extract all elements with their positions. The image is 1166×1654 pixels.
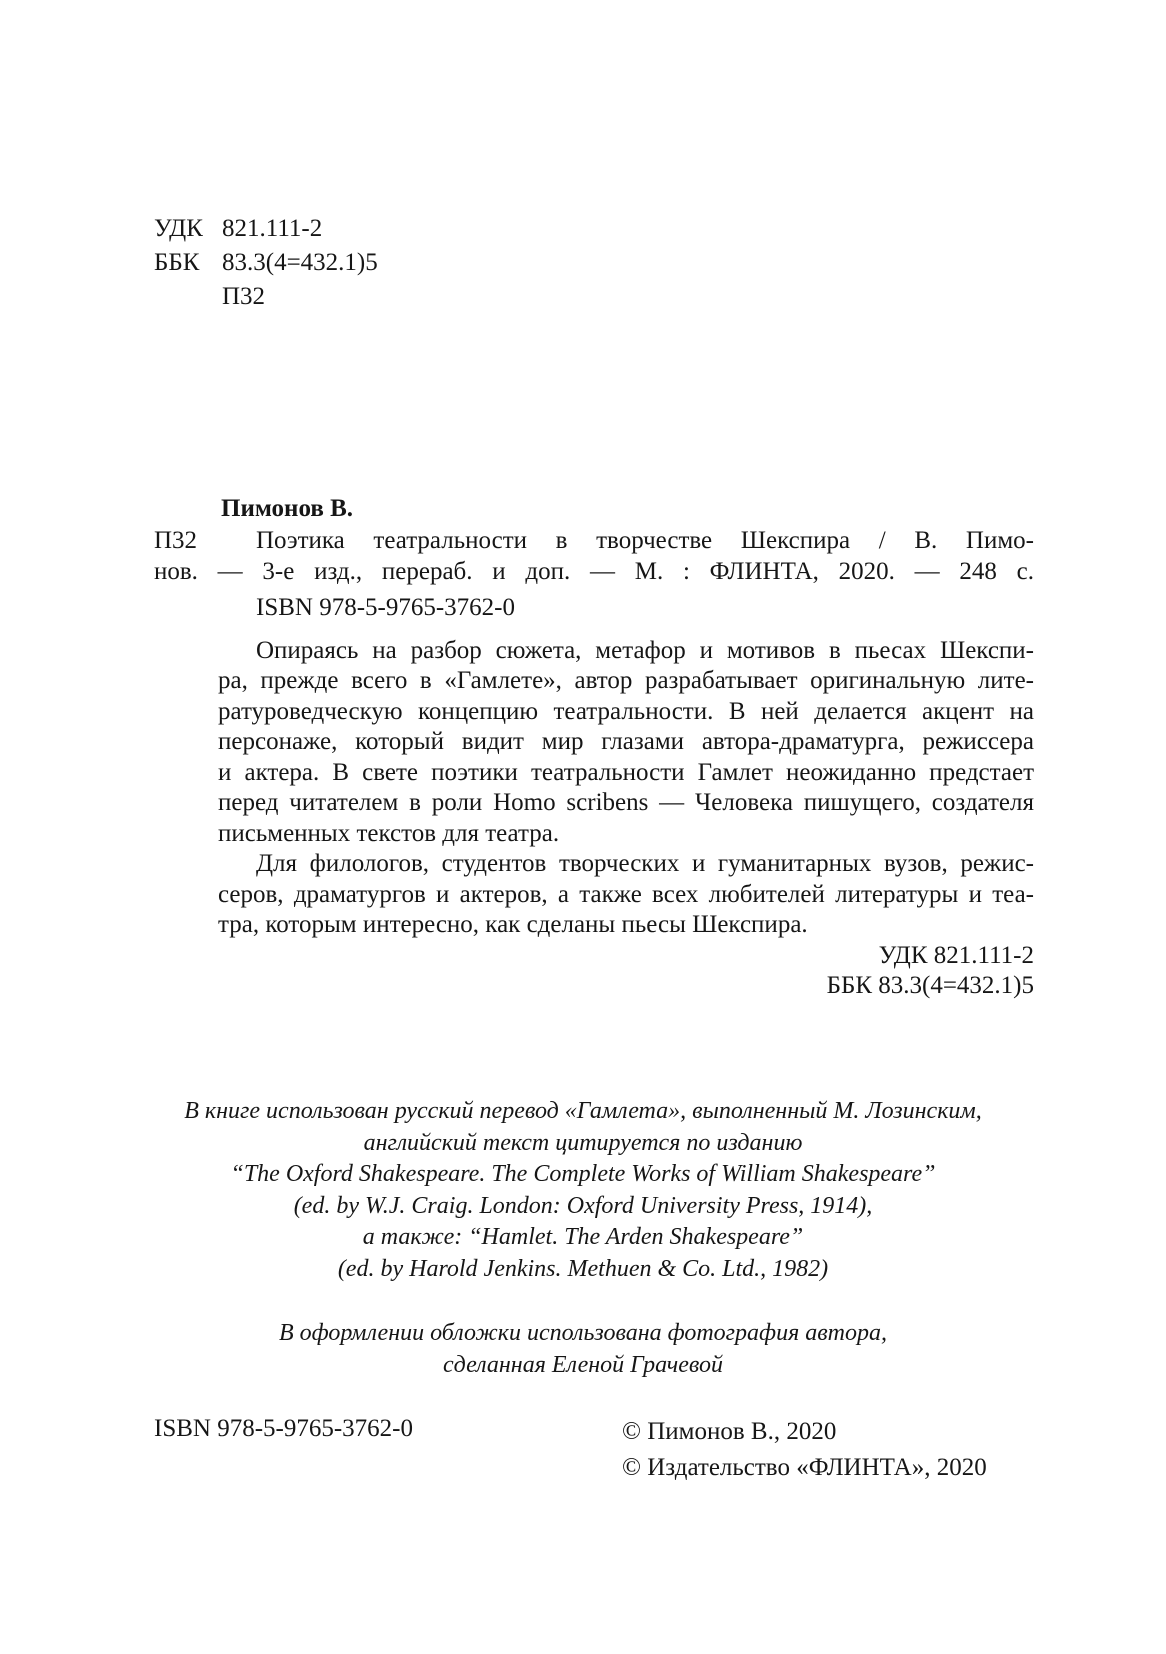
cover-credit (120, 1318, 1046, 1381)
credits-line: английский текст цитируется по изданию (363, 1129, 803, 1156)
credits-line: а также: “Hamlet. The Arden Shakespeare” (362, 1224, 804, 1250)
annotation-line: Опираясь на разбор сюжета, метафор и мотивов в пьесах Шекспи- (256, 636, 1034, 664)
annotation-line: персонаже, который видит мир глазами автора-драматурга, режиссера (218, 728, 1034, 755)
bbk-value: 83.3(4=432.1)5 (222, 249, 378, 276)
udk-right: УДК 821.111-2 (878, 941, 1034, 969)
bbk-right: ББК 83.3(4=432.1)5 (826, 972, 1034, 999)
audience-line: Для филологов, студентов творческих и гуманитарных вузов, режис- (256, 850, 1034, 877)
translation-credits (120, 1096, 1046, 1285)
copyright-author: © Пимонов В., 2020 (622, 1418, 837, 1445)
annotation-line: и актера. В свете поэтики театральности Гамлет неожиданно предстает (218, 758, 1034, 786)
annotation-line: ратуроведческую концепцию театральности. В ней делается акцент на (218, 697, 1034, 725)
udk-value: 821.111-2 (222, 215, 323, 242)
cover-credit-line: В оформлении обложки использована фотография автора, (278, 1320, 887, 1346)
credits-line: В книге использован русский перевод «Гамлета», выполненный М. Лозинским, (184, 1098, 982, 1124)
annotation-line: письменных текстов для театра. (218, 819, 560, 847)
entry-title-line-2: нов. — 3-е изд., перераб. и доп. — М. : ФЛИНТА, 2020. — 248 с. (154, 557, 1034, 585)
bbk-row (154, 246, 474, 280)
bbk-label: ББК (154, 249, 200, 276)
annotation-line: перед читателем в роли Homo scribens — Человека пишущего, создателя (218, 789, 1034, 816)
author-mark: П32 (222, 283, 266, 310)
author-mark-row (154, 280, 474, 314)
entry-title-line-1 (154, 526, 1034, 557)
udk-label: УДК (154, 215, 203, 242)
credits-line: (ed. by Harold Jenkins. Methuen & Co. Ltd., 1982) (337, 1255, 829, 1282)
entry-title-text-1: Поэтика театральности в творчестве Шекспира / В. Пимо- (256, 527, 1034, 554)
cover-credit-line: сделанная Еленой Грачевой (442, 1351, 724, 1378)
credits-line: (ed. by W.J. Craig. London: Oxford University Press, 1914), (293, 1192, 873, 1219)
entry-isbn: ISBN 978-5-9765-3762-0 (256, 594, 516, 621)
classification-codes (154, 212, 474, 314)
bottom-isbn: ISBN 978-5-9765-3762-0 (154, 1415, 414, 1442)
entry-code: П32 (154, 527, 198, 554)
annotation (154, 636, 1034, 1002)
bibliographic-entry (154, 492, 1034, 1002)
annotation-line: ра, прежде всего в «Гамлете», автор разрабатывает оригинальную лите- (218, 667, 1034, 694)
copyright (622, 1414, 987, 1486)
copyright-publisher: © Издательство «ФЛИНТА», 2020 (622, 1454, 987, 1481)
credits-line: “The Oxford Shakespeare. The Complete Works of William Shakespeare” (230, 1161, 936, 1187)
udk-row (154, 212, 474, 246)
audience-line: серов, драматургов и актеров, а также всех любителей литературы и теа- (218, 880, 1034, 908)
entry-author: Пимонов В. (221, 495, 354, 522)
audience-line: тра, которым интересно, как сделаны пьесы Шекспира. (218, 911, 808, 938)
